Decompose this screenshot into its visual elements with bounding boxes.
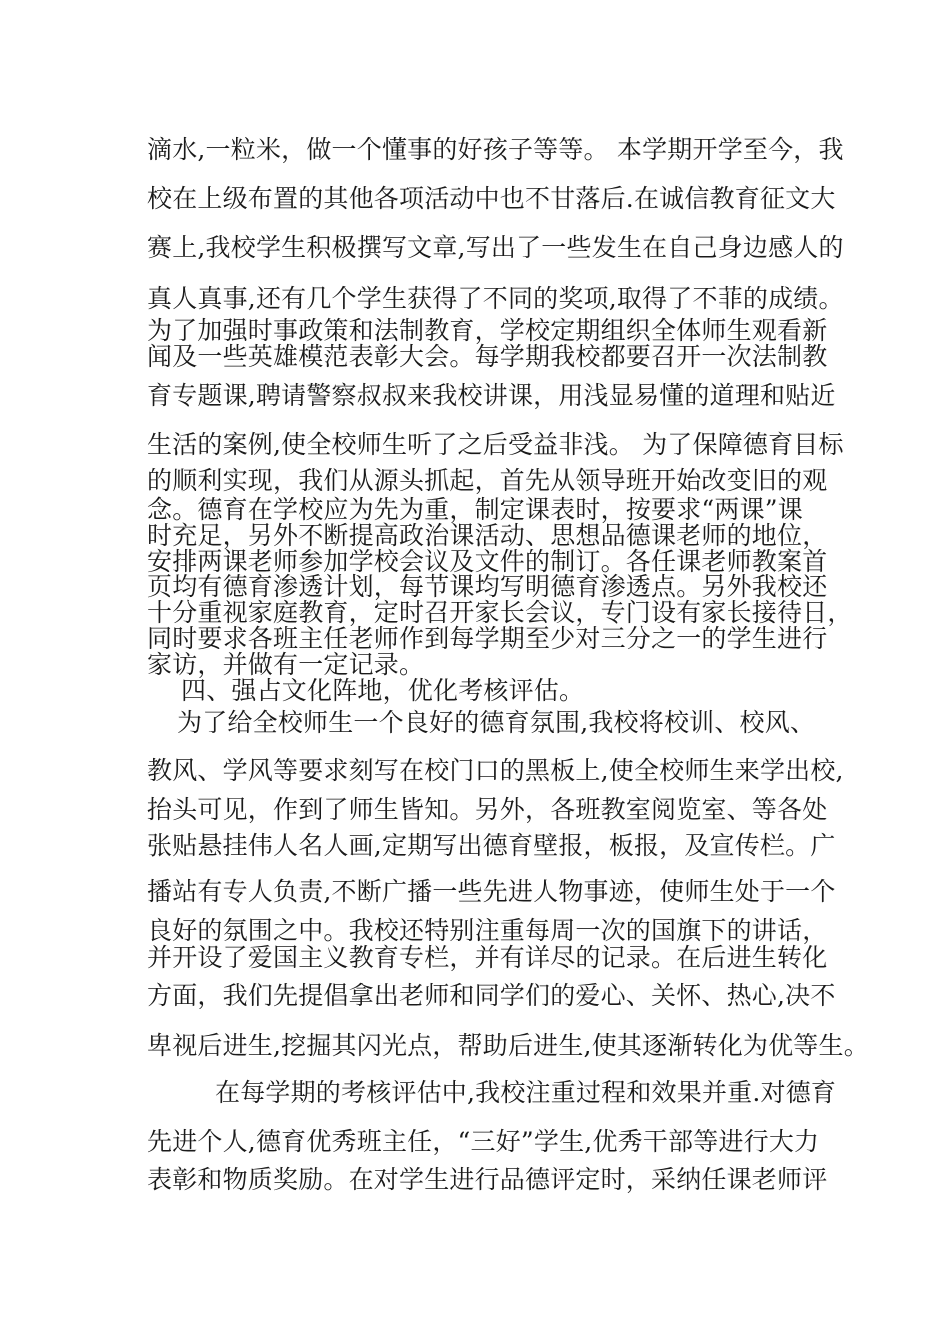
- text-line-28: 先进个人,德育优秀班主任，“三好”学生,优秀干部等进行大力: [147, 1127, 820, 1156]
- text-line-13: 页均有德育渗透计划，每节课均写明德育渗透点。另外我校还: [147, 572, 828, 601]
- text-line-25: 方面，我们先提倡拿出老师和同学们的爱心、关怀、热心,决不: [147, 981, 836, 1010]
- text-line-5: 为了加强时事政策和法制教育，学校定期组织全体师生观看新: [147, 316, 828, 345]
- text-line-8: 生活的案例,使全校师生听了之后受益非浅。 为了保障德育目标: [147, 430, 844, 459]
- section-heading: 四、强占文化阵地，优化考核评估。: [181, 676, 585, 705]
- text-line-22: 播站有专人负责,不断广播一些先进人物事迹，使师生处于一个: [147, 877, 836, 906]
- text-line-4: 真人真事,还有几个学生获得了不同的奖项,取得了不菲的成绩。: [147, 284, 844, 313]
- text-line-1: 滴水,一粒米，做一个懂事的好孩子等等。 本学期开学至今，我: [147, 135, 844, 164]
- text-line-23: 良好的氛围之中。我校还特别注重每周一次的国旗下的讲话，: [147, 916, 828, 945]
- text-line-2: 校在上级布置的其他各项活动中也不甘落后.在诚信教育征文大: [147, 184, 836, 213]
- text-line-15: 同时要求各班主任老师作到每学期至少对三分之一的学生进行: [147, 624, 828, 653]
- text-line-12: 安排两课老师参加学校会议及文件的制订。各任课老师教案首: [147, 547, 828, 576]
- text-line-3: 赛上,我校学生积极撰写文章,写出了一些发生在自己身边感人的: [147, 233, 844, 262]
- text-line-10: 念。德育在学校应为先为重，制定课表时，按要求“两课”课: [147, 495, 803, 524]
- text-line-9: 的顺利实现，我们从源头抓起，首先从领导班开始改变旧的观: [147, 466, 828, 495]
- text-line-14: 十分重视家庭教育，定时召开家长会议，专门设有家长接待日，: [147, 598, 853, 627]
- text-line-7: 育专题课,聘请警察叔叔来我校讲课，用浅显易懂的道理和贴近: [147, 381, 836, 410]
- text-line-29: 表彰和物质奖励。在对学生进行品德评定时，采纳任课老师评: [147, 1165, 828, 1194]
- text-line-26: 卑视后进生,挖掘其闪光点，帮助后进生,使其逐渐转化为优等生。: [147, 1031, 869, 1060]
- text-line-24: 并开设了爱国主义教育专栏，并有详尽的记录。在后进生转化: [147, 943, 828, 972]
- text-line-18: 为了给全校师生一个良好的德育氛围,我校将校训、校风、: [177, 708, 816, 737]
- text-line-16: 家访，并做有一定记录。: [147, 650, 425, 679]
- text-line-11: 时充足，另外不断提高政治课活动、思想品德课老师的地位，: [147, 521, 828, 550]
- text-line-20: 抬头可见，作到了师生皆知。另外，各班教室阅览室、等各处: [147, 795, 828, 824]
- text-line-6: 闻及一些英雄模范表彰大会。每学期我校都要召开一次法制教: [147, 342, 828, 371]
- text-line-21: 张贴悬挂伟人名人画,定期写出德育壁报，板报，及宣传栏。广: [147, 831, 836, 860]
- text-line-27: 在每学期的考核评估中,我校注重过程和效果并重.对德育: [215, 1078, 837, 1107]
- text-line-19: 教风、学风等要求刻写在校门口的黑板上,使全校师生来学出校,: [147, 756, 844, 785]
